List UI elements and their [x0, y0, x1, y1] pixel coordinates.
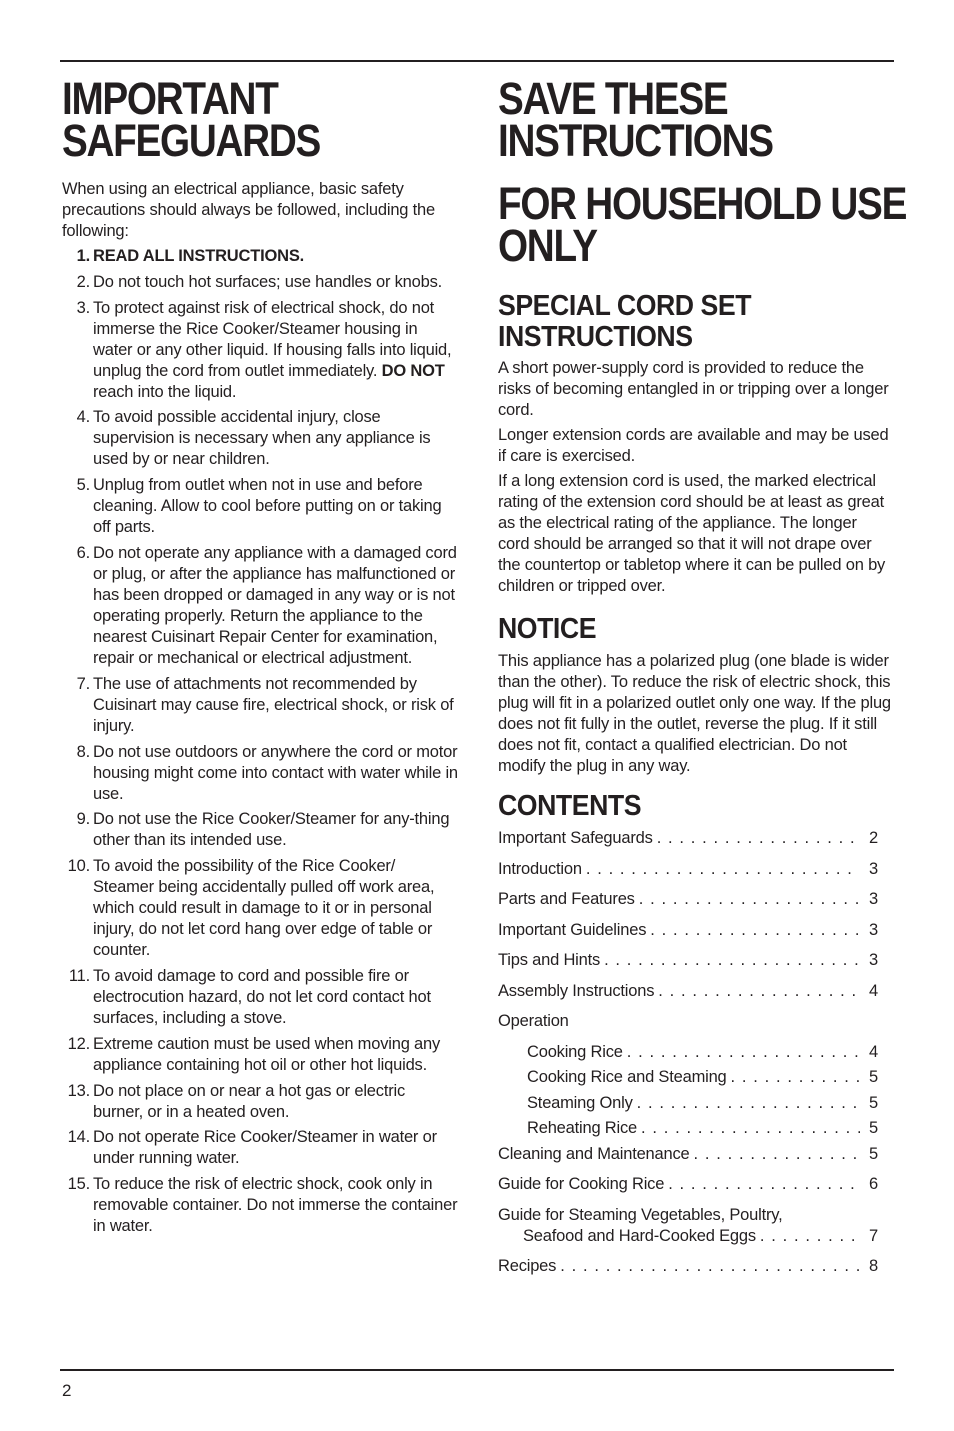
- right-column: [498, 73, 907, 1277]
- notice-paragraph: This appliance has a polarized plug (one blade is wider than the other). To reduce the risk of electric shock, this plug will fit in a polarized outlet only one way. If the plug does not fit fully in the outlet, reverse the plug. If it still does not fit, contact a qualified electrician. Do not modify the plug in any way.: [498, 652, 891, 775]
- toc-entry: Reheating Rice . . . 5: [498, 1118, 892, 1139]
- toc-entry: Steaming Only . . . 5: [498, 1093, 892, 1114]
- cord-set-heading: SPECIAL CORD SET INSTRUCTIONS: [498, 290, 752, 353]
- list-item: 1. READ ALL INSTRUCTIONS.: [76, 247, 305, 265]
- toc-entry: Assembly Instructions . . . 4: [498, 981, 892, 1002]
- list-item: 9. Do not use the Rice Cooker/Steamer for any-thing other than its intended use.: [76, 810, 450, 850]
- toc-entry: Cooking Rice and Steaming . . . 5: [498, 1067, 892, 1088]
- contents-heading: CONTENTS: [498, 790, 642, 822]
- cord-paragraph-3: If a long extension cord is used, the marked electrical rating of the extension cord should be at least as great as the electrical rating of the appliance. The longer cord should be arranged so that it will not drape over the countertop or tabletop where it can be pulled on by children or tripped over.: [498, 472, 886, 595]
- list-item: 6. Do not operate any appliance with a damaged cord or plug, or after the appliance has malfunctioned or has been dropped or damaged in any way or is not operating properly. Return the appliance to the nearest Cuisinart Repair Center for examination, repair or mechanical or electrical adjustment.: [76, 543, 457, 667]
- toc-entry: Guide for Cooking Rice . . . 6: [498, 1174, 892, 1195]
- title-line-1: IMPORTANT: [62, 73, 278, 124]
- toc-entry: Seafood and Hard-Cooked Eggs . . . 7: [498, 1226, 892, 1247]
- bottom-rule: [60, 1369, 894, 1371]
- household-use-title: FOR HOUSEHOLD USE ONLY: [498, 178, 907, 271]
- toc-entry: Cooking Rice . . . 4: [498, 1042, 892, 1063]
- list-item: 12. Extreme caution must be used when moving any appliance containing hot oil or other hot liquids.: [67, 1034, 441, 1074]
- list-item: 8. Do not use outdoors or anywhere the cord or motor housing might come into contact with water while in use.: [76, 742, 458, 803]
- title-line-2: SAFEGUARDS: [62, 115, 321, 166]
- intro-paragraph: When using an electrical appliance, basic safety precautions should always be followed, including the following:: [62, 180, 436, 240]
- list-item: 13. Do not place on or near a hot gas or electric burner, or in a heated oven.: [67, 1081, 406, 1121]
- toc-entry: Recipes . . . 8: [498, 1256, 892, 1277]
- safeguards-list: [62, 246, 458, 1237]
- toc-entry: Important Guidelines . . . 3: [498, 920, 892, 941]
- toc-entry: Cleaning and Maintenance . . . 5: [498, 1144, 892, 1165]
- list-item: 4. To avoid possible accidental injury, close supervision is necessary when any appliance is used by or near children.: [76, 408, 431, 469]
- cord-paragraph-1: A short power-supply cord is provided to reduce the risks of becoming entangled in or tripping over a longer cord.: [498, 359, 889, 419]
- list-item: 3. To protect against risk of electrical shock, do not immerse the Rice Cooker/Steamer housing in water or any other liquid. If housing falls into liquid, unplug the cord from outlet immediately. DO NOT reach into the liquid.: [76, 298, 452, 401]
- toc-entry: Introduction . . . 3: [498, 859, 892, 880]
- list-item: 14. Do not operate Rice Cooker/Steamer in water or under running water.: [67, 1128, 437, 1168]
- save-instructions-title: SAVE THESE INSTRUCTIONS: [498, 73, 773, 166]
- emphasis-text: DO NOT: [381, 361, 445, 380]
- list-item: 7. The use of attachments not recommended by Cuisinart may cause fire, electrical shock, or risk of injury.: [76, 674, 454, 735]
- list-item: 2. Do not touch hot surfaces; use handles or knobs.: [76, 272, 443, 291]
- toc-entry: Guide for Steaming Vegetables, Poultry,: [498, 1205, 783, 1224]
- list-item: 5. Unplug from outlet when not in use and before cleaning. Allow to cool before putting on or taking off parts.: [76, 476, 442, 537]
- list-item: 10. To avoid the possibility of the Rice Cooker/ Steamer being accidentally pulled off work area, which could result in damage to it or in personal injury, do not let cord hang over edge of table or counter.: [67, 857, 435, 960]
- list-item: 15. To reduce the risk of electric shock, cook only in removable container. Do not immerse the container in water.: [67, 1175, 458, 1236]
- page-number: 2: [62, 1381, 72, 1400]
- table-of-contents: [498, 828, 892, 1277]
- cord-paragraph-2: Longer extension cords are available and may be used if care is exercised.: [498, 426, 889, 465]
- notice-heading: NOTICE: [498, 613, 597, 645]
- left-column: [62, 73, 458, 1242]
- toc-entry: Operation: [498, 1012, 569, 1030]
- safeguards-title: [62, 73, 403, 166]
- list-item: 11. To avoid damage to cord and possible fire or electrocution hazard, do not let cord contact hot surfaces, including a stove.: [68, 966, 431, 1027]
- toc-entry: Important Safeguards . . . 2: [498, 828, 892, 849]
- toc-entry: Parts and Features . . . 3: [498, 889, 892, 910]
- top-rule: [60, 60, 894, 62]
- toc-entry: Tips and Hints . . . 3: [498, 950, 892, 971]
